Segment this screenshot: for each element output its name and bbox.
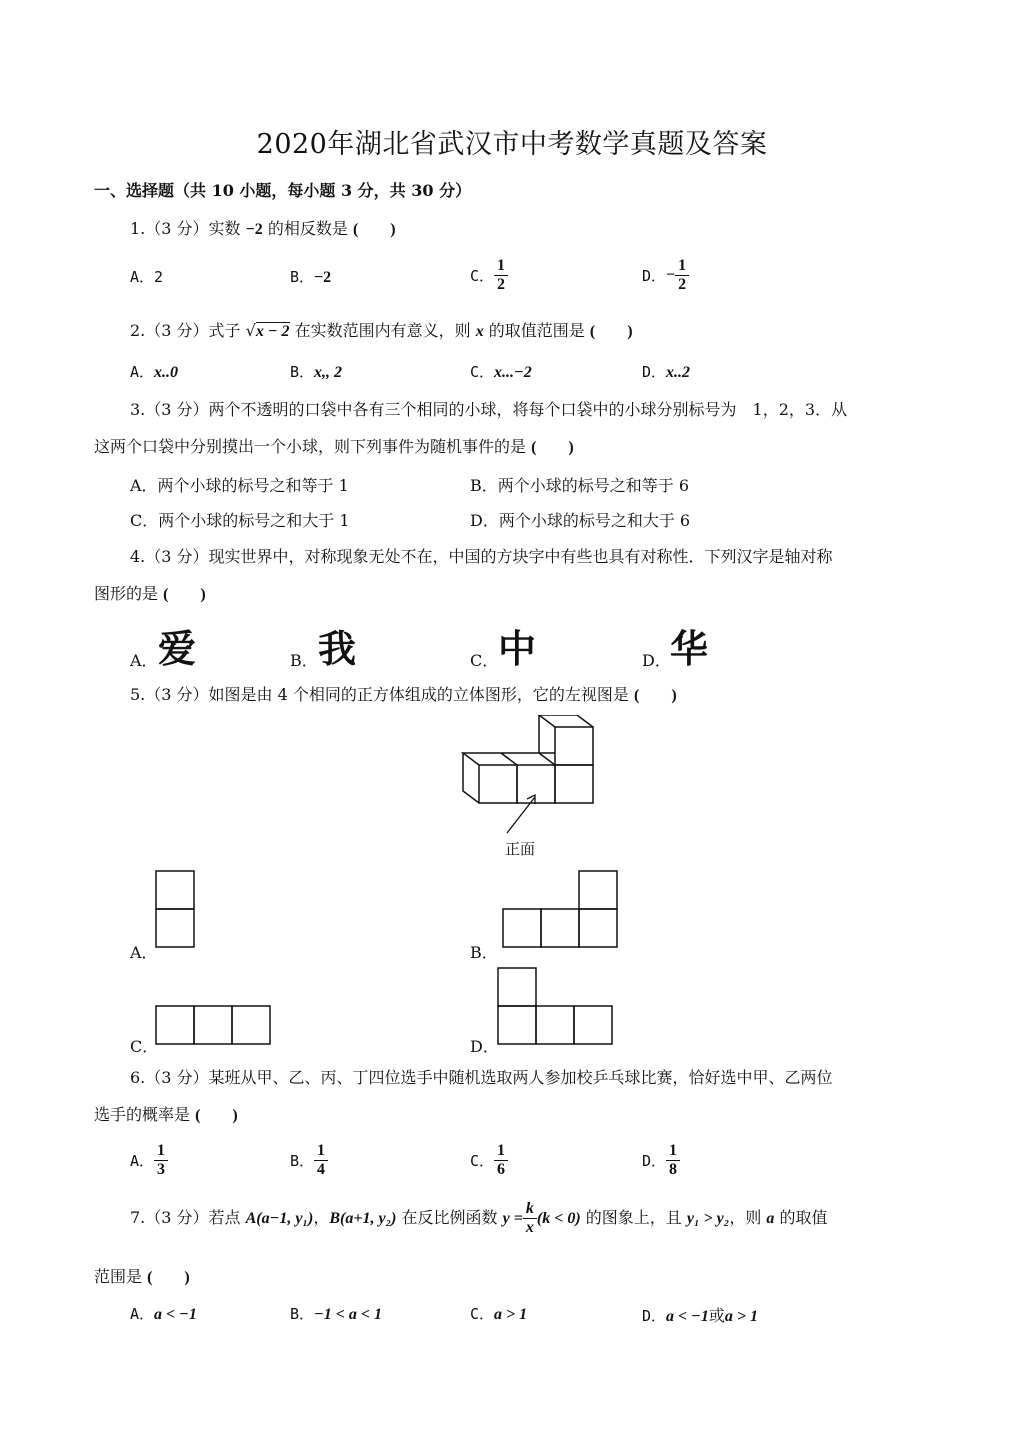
q4-option-c-label[interactable]: C． — [470, 651, 499, 670]
view-option-b — [502, 870, 620, 950]
q1-option-c[interactable]: C． $\frac{1}{2}$ — [470, 257, 508, 294]
question-5-stem: 5.（3 分）如图是由 4 个相同的正方体组成的立体图形，它的左视图是 ( ) — [130, 685, 677, 704]
character-ai: 爱 — [158, 627, 197, 671]
fraction: $\frac{1}{2}$ — [675, 257, 689, 294]
q2-option-b[interactable]: B．x,, 2 — [290, 363, 343, 381]
view-option-d — [497, 967, 615, 1047]
q2-option-a[interactable]: A．x..0 — [130, 363, 179, 381]
q3-option-b[interactable]: B．两个小球的标号之和等于 6 — [470, 476, 690, 495]
question-4-line1: 4.（3 分）现实世界中，对称现象无处不在，中国的方块字中有些也具有对称性．下列汉字是轴对称 — [130, 547, 833, 566]
character-wo: 我 — [318, 627, 357, 671]
question-4-line2: 图形的是 ( ) — [94, 584, 206, 603]
q7-option-a[interactable]: A．a < −1 — [130, 1305, 197, 1323]
fraction: $\frac{k}{x}$ — [523, 1200, 537, 1237]
fraction: $\frac{1}{4}$ — [314, 1142, 328, 1179]
q6-option-a[interactable]: A． $\frac{1}{3}$ — [130, 1142, 168, 1179]
q7-option-d[interactable]: D．a < −1或a > 1 — [642, 1306, 758, 1325]
q3-option-d[interactable]: D．两个小球的标号之和大于 6 — [470, 511, 691, 530]
q1-option-d[interactable]: D．− $\frac{1}{2}$ — [642, 257, 689, 294]
q5-option-d-label[interactable]: D． — [470, 1037, 499, 1056]
q6-option-c[interactable]: C． $\frac{1}{6}$ — [470, 1142, 508, 1179]
q7-option-b[interactable]: B．−1 < a < 1 — [290, 1305, 382, 1323]
q5-option-a-label[interactable]: A． — [130, 943, 158, 962]
q4-option-a-label[interactable]: A． — [130, 651, 158, 670]
question-7-line2: 范围是 ( ) — [94, 1267, 190, 1286]
fraction: $\frac{1}{8}$ — [666, 1142, 680, 1179]
q6-option-d[interactable]: D． $\frac{1}{8}$ — [642, 1142, 680, 1179]
q4-option-b-label[interactable]: B． — [290, 651, 318, 670]
q5-option-c-label[interactable]: C． — [130, 1037, 159, 1056]
view-option-a — [155, 870, 197, 950]
fraction: $\frac{1}{2}$ — [494, 257, 508, 294]
question-3-line2: 这两个口袋中分别摸出一个小球，则下列事件为随机事件的是 ( ) — [94, 437, 574, 456]
sqrt-icon: √ — [245, 321, 256, 340]
q2-option-c[interactable]: C．x...−2 — [470, 363, 532, 381]
q3-option-c[interactable]: C．两个小球的标号之和大于 1 — [130, 511, 350, 530]
question-3-line1: 3.（3 分）两个不透明的口袋中各有三个相同的小球，将每个口袋中的小球分别标号为 1，2，3．从 — [130, 400, 848, 419]
q7-option-c[interactable]: C．a > 1 — [470, 1305, 528, 1323]
view-option-c — [155, 1005, 273, 1047]
character-zhong: 中 — [498, 627, 537, 671]
question-7-line1: 7.（3 分）若点 A(a−1, y₁)，B(a+1, y₂) 在反比例函数 y = $\frac{k}{x}$ (k < 0) 的图象上，且 y₁ > y₂，则 a 的取值 — [130, 1200, 828, 1236]
q5-option-b-label[interactable]: B． — [470, 943, 498, 962]
question-2-stem: 2.（3 分）式子 √x − 2 在实数范围内有意义，则 x 的取值范围是 ( ) — [130, 321, 633, 340]
page-title: 2020年湖北省武汉市中考数学真题及答案 — [256, 129, 768, 160]
q1-option-a[interactable]: A．2 — [130, 268, 164, 286]
q4-option-d-label[interactable]: D． — [642, 651, 671, 670]
q2-option-d[interactable]: D．x..2 — [642, 363, 691, 381]
question-1-stem: 1.（3 分）实数 −2 的相反数是 ( ) — [130, 219, 396, 238]
section-heading: 一、选择题（共 10 小题，每小题 3 分，共 30 分） — [94, 181, 472, 200]
fraction: $\frac{1}{6}$ — [494, 1142, 508, 1179]
fraction: $\frac{1}{3}$ — [154, 1142, 168, 1179]
question-6-line1: 6.（3 分）某班从甲、乙、丙、丁四位选手中随机选取两人参加校乒乓球比赛，恰好选中甲、乙两位 — [130, 1068, 833, 1087]
q1-option-b[interactable]: B．−2 — [290, 268, 332, 286]
q3-option-a[interactable]: A．两个小球的标号之和等于 1 — [130, 476, 349, 495]
character-hua: 华 — [670, 627, 709, 671]
question-6-line2: 选手的概率是 ( ) — [94, 1105, 238, 1124]
front-label: 正面 — [505, 840, 536, 858]
q6-option-b[interactable]: B． $\frac{1}{4}$ — [290, 1142, 328, 1179]
